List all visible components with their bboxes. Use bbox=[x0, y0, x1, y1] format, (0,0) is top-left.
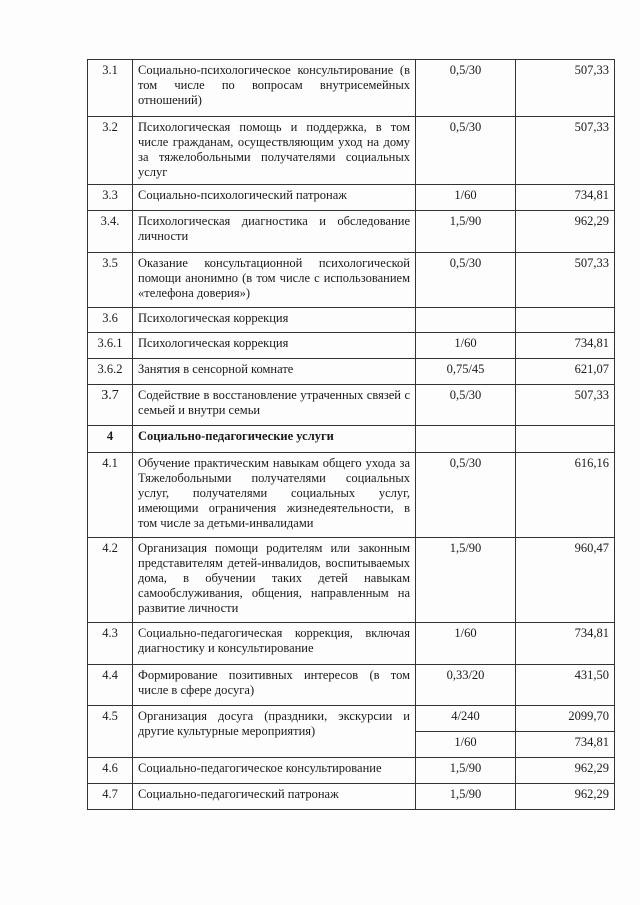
service-price: 507,33 bbox=[516, 253, 615, 308]
table-row bbox=[88, 623, 615, 665]
service-rate: 1,5/90 bbox=[416, 538, 516, 623]
row-number: 3.6 bbox=[88, 308, 133, 333]
service-price: 507,33 bbox=[516, 385, 615, 426]
table-row bbox=[88, 665, 615, 706]
service-rate: 1,5/90 bbox=[416, 211, 516, 253]
table-row bbox=[88, 758, 615, 784]
service-rate: 0,75/45 bbox=[416, 359, 516, 385]
service-rate: 1/60 bbox=[416, 185, 516, 211]
service-rate: 0,5/30 bbox=[416, 385, 516, 426]
table-row bbox=[88, 453, 615, 538]
table-row bbox=[88, 385, 615, 426]
service-price: 621,07 bbox=[516, 359, 615, 385]
section-title: Социально-педагогические услуги bbox=[133, 426, 416, 453]
service-rate: 1,5/90 bbox=[416, 758, 516, 784]
table-row bbox=[88, 706, 615, 732]
row-number: 4.4 bbox=[88, 665, 133, 706]
service-price: 507,33 bbox=[516, 60, 615, 117]
service-name: Организация досуга (праздники, экскурсии и другие культурные мероприятия) bbox=[133, 706, 416, 758]
service-price: 962,29 bbox=[516, 211, 615, 253]
table-row bbox=[88, 117, 615, 185]
service-rate bbox=[416, 426, 516, 453]
service-price: 734,81 bbox=[516, 185, 615, 211]
row-number: 3.6.2 bbox=[88, 359, 133, 385]
service-price: 734,81 bbox=[516, 623, 615, 665]
row-number: 3.3 bbox=[88, 185, 133, 211]
service-price: 616,16 bbox=[516, 453, 615, 538]
service-name: Социально-психологическое консультирование (в том числе по вопросам внутрисемейных отношений) bbox=[133, 60, 416, 117]
service-price: 507,33 bbox=[516, 117, 615, 185]
row-number: 4.5 bbox=[88, 706, 133, 758]
service-name: Обучение практическим навыкам общего ухода за Тяжелобольными получателями социальных услуг, получателями социальных услуг, имеющими ограничения жизнедеятельности, в том числе за детьми-инвалидами bbox=[133, 453, 416, 538]
row-number: 4.6 bbox=[88, 758, 133, 784]
table-row bbox=[88, 333, 615, 359]
service-price: 960,47 bbox=[516, 538, 615, 623]
service-name: Социально-педагогическое консультирование bbox=[133, 758, 416, 784]
service-name: Содействие в восстановление утраченных связей с семьей и внутри семьи bbox=[133, 385, 416, 426]
service-rate: 0,5/30 bbox=[416, 253, 516, 308]
service-name: Психологическая помощь и поддержка, в том числе гражданам, осуществляющим уход на дому за тяжелобольными получателями социальных услуг bbox=[133, 117, 416, 185]
table-row bbox=[88, 538, 615, 623]
service-rate: 1,5/90 bbox=[416, 784, 516, 810]
section-row bbox=[88, 426, 615, 453]
service-name: Формирование позитивных интересов (в том числе в сфере досуга) bbox=[133, 665, 416, 706]
service-name: Психологическая коррекция bbox=[133, 308, 416, 333]
service-name: Социально-педагогический патронаж bbox=[133, 784, 416, 810]
service-name: Психологическая коррекция bbox=[133, 333, 416, 359]
service-price bbox=[516, 426, 615, 453]
table-row bbox=[88, 185, 615, 211]
service-rate: 1/60 bbox=[416, 732, 516, 758]
table-row bbox=[88, 784, 615, 810]
service-price: 734,81 bbox=[516, 732, 615, 758]
service-rate: 0,5/30 bbox=[416, 453, 516, 538]
service-name: Занятия в сенсорной комнате bbox=[133, 359, 416, 385]
table-row bbox=[88, 359, 615, 385]
row-number: 3.5 bbox=[88, 253, 133, 308]
services-table bbox=[87, 59, 615, 810]
row-number: 4.2 bbox=[88, 538, 133, 623]
row-number: 3.4. bbox=[88, 211, 133, 253]
service-price: 431,50 bbox=[516, 665, 615, 706]
service-name: Психологическая диагностика и обследование личности bbox=[133, 211, 416, 253]
service-price: 2099,70 bbox=[516, 706, 615, 732]
service-name: Социально-педагогическая коррекция, включая диагностику и консультирование bbox=[133, 623, 416, 665]
row-number: 3.1 bbox=[88, 60, 133, 117]
service-name: Оказание консультационной психологической помощи анонимно (в том числе с использованием «телефона доверия») bbox=[133, 253, 416, 308]
service-rate: 1/60 bbox=[416, 623, 516, 665]
row-number: 4.7 bbox=[88, 784, 133, 810]
row-number: 3.7 bbox=[88, 385, 133, 426]
service-name: Организация помощи родителям или законным представителям детей-инвалидов, воспитываемых дома, в обучении таких детей навыкам самообслуживания, общения, направленным на развитие личности bbox=[133, 538, 416, 623]
service-rate bbox=[416, 308, 516, 333]
service-rate: 0,5/30 bbox=[416, 117, 516, 185]
row-number: 4.1 bbox=[88, 453, 133, 538]
row-number: 3.2 bbox=[88, 117, 133, 185]
service-name: Социально-психологический патронаж bbox=[133, 185, 416, 211]
table-row bbox=[88, 308, 615, 333]
service-rate: 1/60 bbox=[416, 333, 516, 359]
service-price: 734,81 bbox=[516, 333, 615, 359]
row-number: 4.3 bbox=[88, 623, 133, 665]
row-number: 3.6.1 bbox=[88, 333, 133, 359]
table-row bbox=[88, 211, 615, 253]
service-rate: 4/240 bbox=[416, 706, 516, 732]
service-price: 962,29 bbox=[516, 784, 615, 810]
table-row bbox=[88, 253, 615, 308]
table-row bbox=[88, 60, 615, 117]
section-number: 4 bbox=[88, 426, 133, 453]
service-rate: 0,5/30 bbox=[416, 60, 516, 117]
service-price: 962,29 bbox=[516, 758, 615, 784]
service-price bbox=[516, 308, 615, 333]
service-rate: 0,33/20 bbox=[416, 665, 516, 706]
